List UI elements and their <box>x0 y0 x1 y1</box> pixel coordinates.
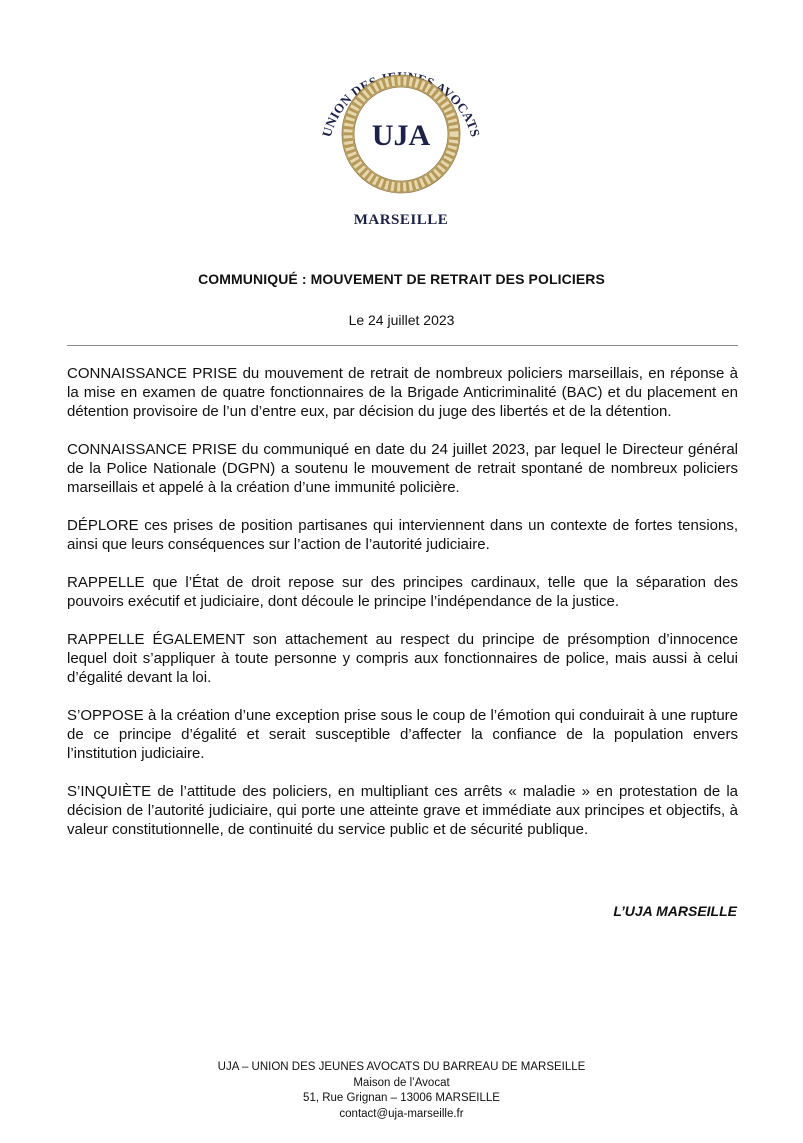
paragraph: CONNAISSANCE PRISE du mouvement de retrait de nombreux policiers marseillais, en réponse à la mise en examen de quatre fonctionnaires de la Brigade Anticriminalité (BAC) et du placement en détention provisoire de l’un d’entre eux, par décision du juge des libertés et de la détention. <box>67 365 738 420</box>
footer-email: contact@uja-marseille.fr <box>339 1107 464 1120</box>
communique-body <box>67 364 738 858</box>
paragraph: DÉPLORE ces prises de position partisanes qui interviennent dans un contexte de fortes tensions, ainsi que leurs conséquences sur l’action de l’autorité judiciaire. <box>67 517 738 553</box>
logo-arc-text: UNION DES JEUNES AVOCATS <box>318 68 484 139</box>
logo-city-text: MARSEILLE <box>353 212 449 228</box>
uja-logo <box>311 44 491 234</box>
logo-center-text: UJA <box>371 119 431 152</box>
paragraph: RAPPELLE que l’État de droit repose sur des principes cardinaux, telle que la séparation des pouvoirs exécutif et judiciaire, dont découle le principe l’indépendance de la justice. <box>67 574 738 610</box>
footer <box>0 1060 803 1122</box>
footer-building: Maison de l’Avocat <box>353 1076 450 1089</box>
paragraph: S’OPPOSE à la création d’une exception prise sous le coup de l’émotion qui conduirait à une rupture de ce principe d’égalité et serait susceptible d’affecter la confiance de la population envers l’institution judiciaire. <box>67 707 738 762</box>
communique-date: Le 24 juillet 2023 <box>348 312 455 328</box>
footer-address: 51, Rue Grignan – 13006 MARSEILLE <box>303 1092 500 1104</box>
paragraph: CONNAISSANCE PRISE du communiqué en date du 24 juillet 2023, par lequel le Directeur général de la Police Nationale (DGPN) a soutenu le mouvement de retrait spontané de nombreux policiers marseillais et appelé à la création d’une immunité policière. <box>67 441 738 496</box>
paragraph: S’INQUIÈTE de l’attitude des policiers, en multipliant ces arrêts « maladie » en protestation de la décision de l’autorité judiciaire, qui porte une atteinte grave et immédiate aux principes et objectifs, à valeur constitutionnelle, de continuité du service public et de sécurité publique. <box>67 783 738 838</box>
paragraph: RAPPELLE ÉGALEMENT son attachement au respect du principe de présomption d’innocence lequel doit s’appliquer à toute personne y compris aux fonctionnaires de police, mais aussi à celui d’égalité devant la loi. <box>67 631 738 686</box>
communique-title: COMMUNIQUÉ : MOUVEMENT DE RETRAIT DES POLICIERS <box>198 271 605 287</box>
header-divider <box>67 345 738 346</box>
signature: L’UJA MARSEILLE <box>613 903 737 919</box>
footer-organization: UJA – UNION DES JEUNES AVOCATS DU BARREAU DE MARSEILLE <box>217 1061 586 1073</box>
